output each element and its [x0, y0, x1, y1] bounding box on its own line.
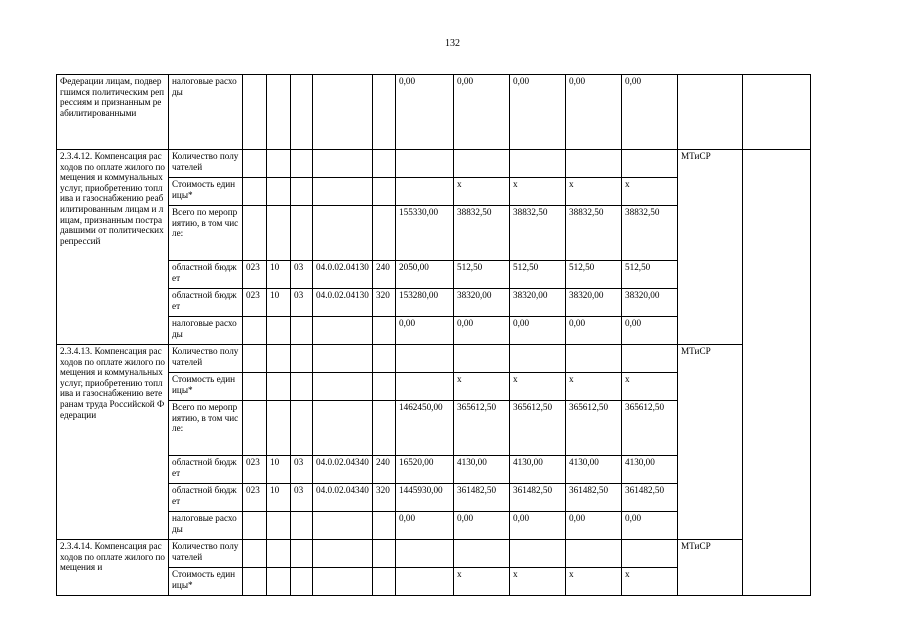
section-code-cell: 10	[267, 484, 291, 512]
target-article-cell	[313, 568, 373, 596]
expense-type-cell	[373, 317, 396, 345]
measure-description-cell: Федерации лицам, подвергшимся политическим репрессиям и признанным реабилитированными	[57, 75, 169, 150]
responsible-executor-cell: МТиСР	[678, 150, 743, 345]
year-4-amount-cell: 512,50	[622, 261, 678, 289]
responsible-executor-cell	[678, 75, 743, 150]
year-3-amount-cell	[566, 540, 622, 568]
expense-type-cell	[373, 373, 396, 401]
year-2-amount-cell: 0,00	[510, 75, 566, 150]
year-2-amount-cell: х	[510, 373, 566, 401]
year-2-amount-cell: 38832,50	[510, 206, 566, 261]
year-2-amount-cell: 512,50	[510, 261, 566, 289]
year-4-amount-cell: 38320,00	[622, 289, 678, 317]
section-code-cell	[267, 75, 291, 150]
table-row	[57, 345, 863, 373]
year-1-amount-cell: 4130,00	[454, 456, 510, 484]
expense-type-cell	[373, 345, 396, 373]
year-4-amount-cell: 365612,50	[622, 401, 678, 456]
year-2-amount-cell: 4130,00	[510, 456, 566, 484]
expense-type-cell	[373, 75, 396, 150]
target-article-cell	[313, 206, 373, 261]
year-1-amount-cell: 0,00	[454, 512, 510, 540]
ministry-code-cell	[243, 206, 267, 261]
year-2-amount-cell: х	[510, 178, 566, 206]
target-article-cell	[313, 373, 373, 401]
year-4-amount-cell: 0,00	[622, 317, 678, 345]
year-1-amount-cell: 365612,50	[454, 401, 510, 456]
ministry-code-cell	[243, 512, 267, 540]
year-4-amount-cell: х	[622, 568, 678, 596]
target-article-cell	[313, 345, 373, 373]
year-4-amount-cell: х	[622, 178, 678, 206]
year-3-amount-cell	[566, 345, 622, 373]
target-article-cell	[313, 540, 373, 568]
section-code-cell	[267, 568, 291, 596]
subsection-code-cell	[291, 568, 313, 596]
ministry-code-cell	[243, 75, 267, 150]
page-number: 132	[445, 38, 460, 49]
indicator-cell: налоговые расходы	[169, 317, 243, 345]
year-4-amount-cell: х	[622, 373, 678, 401]
table-row	[57, 540, 863, 568]
year-1-amount-cell	[454, 345, 510, 373]
year-4-amount-cell: 361482,50	[622, 484, 678, 512]
year-1-amount-cell: х	[454, 178, 510, 206]
total-amount-cell: 2050,00	[396, 261, 454, 289]
section-code-cell	[267, 540, 291, 568]
expense-type-cell	[373, 540, 396, 568]
subsection-code-cell	[291, 178, 313, 206]
year-2-amount-cell	[510, 540, 566, 568]
ministry-code-cell: 023	[243, 456, 267, 484]
program-table	[56, 74, 863, 596]
total-amount-cell	[396, 568, 454, 596]
target-article-cell: 04.0.02.04340	[313, 484, 373, 512]
year-1-amount-cell: х	[454, 373, 510, 401]
responsible-executor-cell: МТиСР	[678, 345, 743, 540]
ministry-code-cell	[243, 317, 267, 345]
expense-type-cell	[373, 150, 396, 178]
expense-type-cell: 320	[373, 289, 396, 317]
year-1-amount-cell	[454, 150, 510, 178]
ministry-code-cell	[243, 373, 267, 401]
table-body	[57, 75, 863, 596]
total-amount-cell	[396, 150, 454, 178]
target-article-cell	[313, 512, 373, 540]
section-code-cell	[267, 401, 291, 456]
ministry-code-cell: 023	[243, 289, 267, 317]
year-4-amount-cell	[622, 150, 678, 178]
indicator-cell: налоговые расходы	[169, 75, 243, 150]
year-3-amount-cell: 4130,00	[566, 456, 622, 484]
indicator-cell: Количество получателей	[169, 345, 243, 373]
ministry-code-cell	[243, 401, 267, 456]
table-row	[57, 75, 863, 150]
year-3-amount-cell: х	[566, 178, 622, 206]
year-1-amount-cell: 361482,50	[454, 484, 510, 512]
total-amount-cell: 1462450,00	[396, 401, 454, 456]
ministry-code-cell	[243, 150, 267, 178]
section-code-cell	[267, 317, 291, 345]
expense-type-cell	[373, 401, 396, 456]
expense-type-cell: 240	[373, 456, 396, 484]
expense-type-cell	[373, 178, 396, 206]
year-1-amount-cell: 38832,50	[454, 206, 510, 261]
total-amount-cell: 16520,00	[396, 456, 454, 484]
year-4-amount-cell	[622, 345, 678, 373]
subsection-code-cell: 03	[291, 289, 313, 317]
year-2-amount-cell: х	[510, 568, 566, 596]
total-amount-cell: 0,00	[396, 317, 454, 345]
year-4-amount-cell: 38832,50	[622, 206, 678, 261]
year-4-amount-cell: 4130,00	[622, 456, 678, 484]
total-amount-cell: 153280,00	[396, 289, 454, 317]
notes-cell	[743, 75, 811, 150]
subsection-code-cell	[291, 75, 313, 150]
total-amount-cell: 0,00	[396, 75, 454, 150]
total-amount-cell	[396, 178, 454, 206]
year-1-amount-cell: 38320,00	[454, 289, 510, 317]
indicator-cell: налоговые расходы	[169, 512, 243, 540]
indicator-cell: Стоимость единицы*	[169, 568, 243, 596]
year-1-amount-cell: 0,00	[454, 75, 510, 150]
subsection-code-cell	[291, 512, 313, 540]
year-2-amount-cell: 0,00	[510, 317, 566, 345]
expense-type-cell: 320	[373, 484, 396, 512]
ministry-code-cell: 023	[243, 261, 267, 289]
year-3-amount-cell: 38832,50	[566, 206, 622, 261]
ministry-code-cell	[243, 540, 267, 568]
year-1-amount-cell: 0,00	[454, 317, 510, 345]
year-2-amount-cell	[510, 150, 566, 178]
section-code-cell: 10	[267, 456, 291, 484]
year-3-amount-cell: 361482,50	[566, 484, 622, 512]
section-code-cell	[267, 206, 291, 261]
measure-description-cell: 2.3.4.12. Компенсация расходов по оплате жилого помещения и коммунальных услуг, приобретению топлива и газоснабжению реабилитированным лицам и лицам, признанным пострадавшими от политических репрессий	[57, 150, 169, 345]
year-4-amount-cell	[622, 540, 678, 568]
year-3-amount-cell: 0,00	[566, 512, 622, 540]
ministry-code-cell	[243, 568, 267, 596]
total-amount-cell	[396, 373, 454, 401]
subsection-code-cell	[291, 206, 313, 261]
indicator-cell: областной бюджет	[169, 484, 243, 512]
section-code-cell	[267, 373, 291, 401]
total-amount-cell: 1445930,00	[396, 484, 454, 512]
target-article-cell	[313, 401, 373, 456]
indicator-cell: Всего по мероприятию, в том числе:	[169, 206, 243, 261]
indicator-cell: областной бюджет	[169, 456, 243, 484]
section-code-cell	[267, 512, 291, 540]
subsection-code-cell	[291, 317, 313, 345]
year-3-amount-cell: 512,50	[566, 261, 622, 289]
expense-type-cell	[373, 568, 396, 596]
target-article-cell	[313, 317, 373, 345]
section-code-cell: 10	[267, 289, 291, 317]
responsible-executor-cell: МТиСР	[678, 540, 743, 596]
expense-type-cell: 240	[373, 261, 396, 289]
year-3-amount-cell: х	[566, 373, 622, 401]
section-code-cell	[267, 178, 291, 206]
table-row	[57, 150, 863, 178]
year-2-amount-cell: 365612,50	[510, 401, 566, 456]
year-3-amount-cell: 0,00	[566, 75, 622, 150]
year-2-amount-cell	[510, 345, 566, 373]
total-amount-cell	[396, 540, 454, 568]
indicator-cell: Количество получателей	[169, 540, 243, 568]
measure-description-cell: 2.3.4.14. Компенсация расходов по оплате жилого помещения и	[57, 540, 169, 596]
subsection-code-cell	[291, 345, 313, 373]
target-article-cell	[313, 150, 373, 178]
target-article-cell: 04.0.02.04130	[313, 289, 373, 317]
year-3-amount-cell: 365612,50	[566, 401, 622, 456]
subsection-code-cell	[291, 401, 313, 456]
measure-description-cell: 2.3.4.13. Компенсация расходов по оплате жилого помещения и коммунальных услуг, приобретению топлива и газоснабжению ветеранам труда Российской Федерации	[57, 345, 169, 540]
subsection-code-cell: 03	[291, 484, 313, 512]
section-code-cell	[267, 150, 291, 178]
year-3-amount-cell: 38320,00	[566, 289, 622, 317]
ministry-code-cell	[243, 178, 267, 206]
indicator-cell: Всего по мероприятию, в том числе:	[169, 401, 243, 456]
total-amount-cell: 155330,00	[396, 206, 454, 261]
target-article-cell: 04.0.02.04130	[313, 261, 373, 289]
year-3-amount-cell: х	[566, 568, 622, 596]
ministry-code-cell	[243, 345, 267, 373]
subsection-code-cell	[291, 373, 313, 401]
year-2-amount-cell: 0,00	[510, 512, 566, 540]
year-2-amount-cell: 361482,50	[510, 484, 566, 512]
section-code-cell	[267, 345, 291, 373]
total-amount-cell: 0,00	[396, 512, 454, 540]
ministry-code-cell: 023	[243, 484, 267, 512]
target-article-cell	[313, 75, 373, 150]
subsection-code-cell: 03	[291, 456, 313, 484]
subsection-code-cell	[291, 150, 313, 178]
section-code-cell: 10	[267, 261, 291, 289]
year-3-amount-cell: 0,00	[566, 317, 622, 345]
year-1-amount-cell: х	[454, 568, 510, 596]
indicator-cell: Количество получателей	[169, 150, 243, 178]
year-3-amount-cell	[566, 150, 622, 178]
year-1-amount-cell: 512,50	[454, 261, 510, 289]
subsection-code-cell	[291, 540, 313, 568]
total-amount-cell	[396, 345, 454, 373]
indicator-cell: областной бюджет	[169, 289, 243, 317]
expense-type-cell	[373, 512, 396, 540]
year-2-amount-cell: 38320,00	[510, 289, 566, 317]
indicator-cell: областной бюджет	[169, 261, 243, 289]
target-article-cell: 04.0.02.04340	[313, 456, 373, 484]
year-4-amount-cell: 0,00	[622, 75, 678, 150]
target-article-cell	[313, 178, 373, 206]
year-1-amount-cell	[454, 540, 510, 568]
year-4-amount-cell: 0,00	[622, 512, 678, 540]
subsection-code-cell: 03	[291, 261, 313, 289]
expense-type-cell	[373, 206, 396, 261]
indicator-cell: Стоимость единицы*	[169, 373, 243, 401]
indicator-cell: Стоимость единицы*	[169, 178, 243, 206]
notes-cell	[743, 150, 811, 596]
